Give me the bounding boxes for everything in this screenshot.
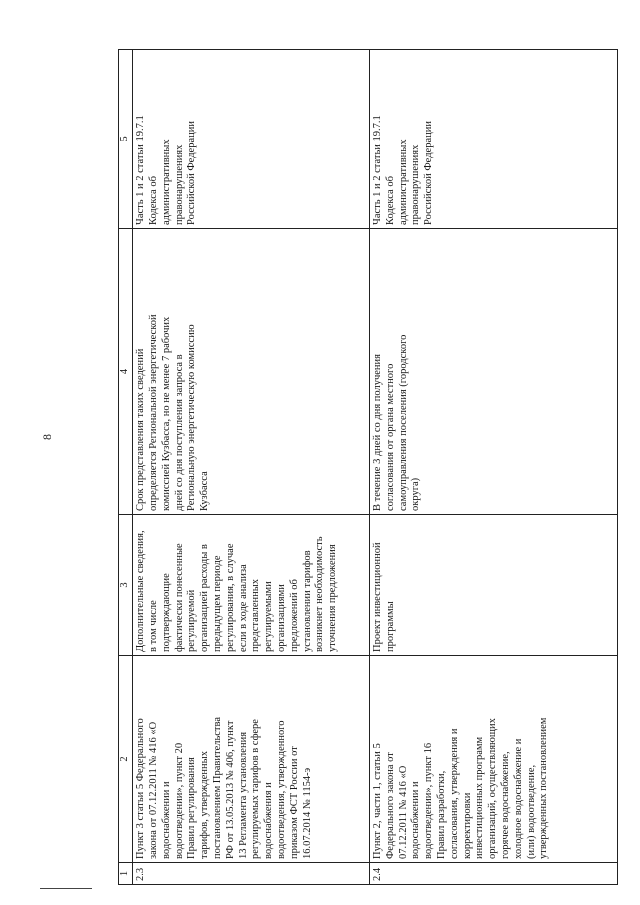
footnote-rule (40, 888, 92, 889)
information-cell: Дополнительные сведения, в том числе подтверждающие фактически понесенные регулируемой организацией расходы в предыдущем периоде регулирования, в случае если в ходе анализа представленных регулируемыми организациями предложений об установлении тарифов возникнет необходимость уточнения предложения (133, 515, 370, 656)
page-number: 8 (40, 434, 54, 440)
table-header-row (119, 50, 133, 885)
table-row (370, 50, 618, 885)
rotated-table-container (118, 50, 618, 885)
requirements-table (118, 49, 618, 885)
header-cell: 4 (119, 229, 133, 515)
header-cell: 5 (119, 50, 133, 229)
deadline-cell: В течение 3 дней со дня получения согласования от органа местного самоуправления поселения (городского округа) (370, 229, 618, 515)
information-cell: Проект инвестиционной программы (370, 515, 618, 656)
table-row (133, 50, 370, 885)
legal-basis-cell: Пункт 2, части 1, статьи 5 Федерального закона от 07.12.2011 № 416 «О водоснабжении и водоотведении», пункт 16 Правил разработки, согласования, утверждения и корректировки инвестиционных программ организаций, осуществляющих горячее водоснабжение, холодное водоснабжение и (или) водоотведение, утвержденных постановлением (370, 656, 618, 863)
liability-cell: Часть 1 и 2 статьи 19.7.1 Кодекса об административных правонарушениях Российской Федерации (370, 50, 618, 229)
row-number-cell: 2.3 (133, 863, 370, 885)
header-cell: 3 (119, 515, 133, 656)
header-cell: 1 (119, 863, 133, 885)
header-cell: 2 (119, 656, 133, 863)
deadline-cell: Срок представления таких сведений определяется Региональной энергетической комиссией Кузбасса, но не менее 7 рабочих дней со дня поступления запроса в Региональную энергетическую комиссию Кузбасса (133, 229, 370, 515)
liability-cell: Часть 1 и 2 статьи 19.7.1 Кодекса об административных правонарушениях Российской Федерации (133, 50, 370, 229)
row-number-cell: 2.4 (370, 863, 618, 885)
legal-basis-cell: Пункт 3 статьи 5 Федерального закона от 07.12.2011 № 416 «О водоснабжении и водоотведении», пункт 20 Правил регулирования тарифов, утвержденных постановлением Правительства РФ от 13.05.2013 № 406, пункт 13 Регламента установления регулируемых тарифов в сфере водоснабжения и водоотведения, утвержденного приказом ФСТ России от 16.07.2014 № 1154-э (133, 656, 370, 863)
